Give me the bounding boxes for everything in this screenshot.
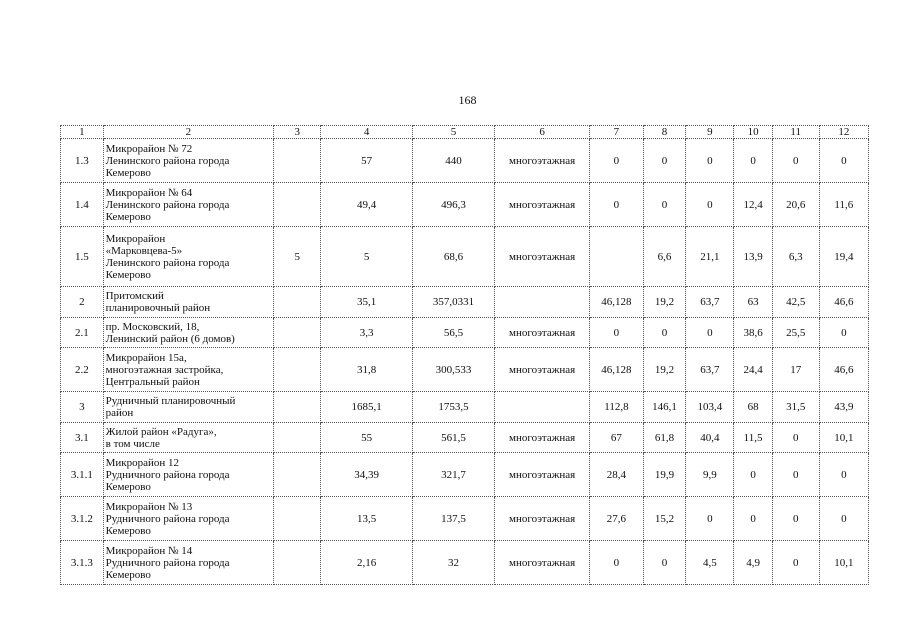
object-name-line: Микрорайон № 72 — [105, 142, 193, 155]
value-cell-c6: многоэтажная — [495, 139, 590, 183]
value-cell-c10: 63 — [734, 287, 772, 318]
object-name-line: Рудничного района города — [105, 468, 230, 481]
value-cell-c3 — [274, 348, 321, 392]
object-name-cell — [103, 453, 274, 497]
value-cell-c7: 0 — [590, 541, 644, 585]
column-header: 1 — [61, 126, 104, 139]
value-cell-c10: 11,5 — [734, 423, 772, 453]
row-number-cell: 1.5 — [61, 227, 104, 287]
value-cell-c5: 561,5 — [413, 423, 495, 453]
column-header: 6 — [495, 126, 590, 139]
value-cell-c9: 63,7 — [686, 348, 734, 392]
value-cell-c3 — [274, 541, 321, 585]
value-cell-c7: 27,6 — [590, 497, 644, 541]
row-number-cell: 3 — [61, 392, 104, 423]
row-number-cell: 2 — [61, 287, 104, 318]
object-name-cell — [103, 423, 274, 453]
value-cell-c11: 0 — [772, 423, 819, 453]
object-name-cell — [103, 139, 274, 183]
value-cell-c4: 35,1 — [321, 287, 413, 318]
value-cell-c12: 10,1 — [819, 541, 868, 585]
value-cell-c9: 21,1 — [686, 227, 734, 287]
object-name-cell — [103, 497, 274, 541]
row-number-cell: 2.1 — [61, 318, 104, 348]
row-number-cell: 3.1.3 — [61, 541, 104, 585]
value-cell-c11: 0 — [772, 497, 819, 541]
value-cell-c6: многоэтажная — [495, 318, 590, 348]
column-header: 3 — [274, 126, 321, 139]
value-cell-c6 — [495, 287, 590, 318]
column-header: 11 — [772, 126, 819, 139]
object-name-line: пр. Московский, 18, — [105, 320, 200, 333]
object-name-cell — [103, 541, 274, 585]
table-row — [61, 139, 869, 183]
value-cell-c10: 68 — [734, 392, 772, 423]
value-cell-c9: 0 — [686, 183, 734, 227]
value-cell-c7: 0 — [590, 183, 644, 227]
object-name-line: «Марковцева-5» — [105, 244, 183, 257]
table-row — [61, 497, 869, 541]
object-name-line: Кемерово — [105, 166, 151, 179]
object-name-line: Притомский — [105, 290, 164, 302]
value-cell-c4: 34,39 — [321, 453, 413, 497]
value-cell-c9: 63,7 — [686, 287, 734, 318]
object-name-line: Ленинский район (6 домов) — [105, 332, 235, 345]
value-cell-c3 — [274, 392, 321, 423]
value-cell-c6: многоэтажная — [495, 497, 590, 541]
value-cell-c7: 28,4 — [590, 453, 644, 497]
column-header: 12 — [819, 126, 868, 139]
column-header: 2 — [103, 126, 274, 139]
value-cell-c6: многоэтажная — [495, 227, 590, 287]
value-cell-c9: 0 — [686, 318, 734, 348]
value-cell-c11: 31,5 — [772, 392, 819, 423]
value-cell-c11: 6,3 — [772, 227, 819, 287]
value-cell-c5: 300,533 — [413, 348, 495, 392]
value-cell-c8: 0 — [643, 139, 686, 183]
value-cell-c4: 31,8 — [321, 348, 413, 392]
value-cell-c4: 2,16 — [321, 541, 413, 585]
object-name-line: Кемерово — [105, 480, 151, 493]
value-cell-c10: 12,4 — [734, 183, 772, 227]
row-number-cell: 2.2 — [61, 348, 104, 392]
value-cell-c7: 46,128 — [590, 287, 644, 318]
value-cell-c8: 19,9 — [643, 453, 686, 497]
value-cell-c8: 6,6 — [643, 227, 686, 287]
object-name-cell — [103, 348, 274, 392]
object-name-line: Микрорайон — [105, 232, 166, 245]
value-cell-c7: 112,8 — [590, 392, 644, 423]
value-cell-c3 — [274, 453, 321, 497]
table-row — [61, 541, 869, 585]
table-row — [61, 423, 869, 453]
value-cell-c10: 38,6 — [734, 318, 772, 348]
value-cell-c8: 0 — [643, 183, 686, 227]
value-cell-c9: 4,5 — [686, 541, 734, 585]
table-row — [61, 348, 869, 392]
object-name-line: Рудничный планировочный — [105, 395, 236, 407]
column-header: 10 — [734, 126, 772, 139]
value-cell-c6 — [495, 392, 590, 423]
object-name-cell — [103, 318, 274, 348]
value-cell-c12: 11,6 — [819, 183, 868, 227]
value-cell-c11: 20,6 — [772, 183, 819, 227]
value-cell-c4: 57 — [321, 139, 413, 183]
value-cell-c9: 0 — [686, 139, 734, 183]
table-row — [61, 453, 869, 497]
value-cell-c5: 357,0331 — [413, 287, 495, 318]
value-cell-c9: 40,4 — [686, 423, 734, 453]
value-cell-c12: 46,6 — [819, 348, 868, 392]
object-name-line: Рудничного района города — [105, 512, 230, 525]
value-cell-c7: 0 — [590, 318, 644, 348]
object-name-line: Рудничного района города — [105, 556, 230, 569]
value-cell-c10: 24,4 — [734, 348, 772, 392]
value-cell-c7 — [590, 227, 644, 287]
object-name-line: Ленинского района города — [105, 256, 230, 269]
object-name-line: многоэтажная застройка, — [105, 363, 224, 376]
object-name-cell — [103, 392, 274, 423]
object-name-line: Микрорайон 12 — [105, 456, 180, 469]
value-cell-c4: 49,4 — [321, 183, 413, 227]
object-name-line: Ленинского района города — [105, 154, 230, 167]
value-cell-c8: 61,8 — [643, 423, 686, 453]
object-name-line: район — [105, 407, 134, 419]
value-cell-c3 — [274, 318, 321, 348]
value-cell-c6: многоэтажная — [495, 423, 590, 453]
value-cell-c5: 56,5 — [413, 318, 495, 348]
value-cell-c10: 0 — [734, 453, 772, 497]
value-cell-c10: 13,9 — [734, 227, 772, 287]
value-cell-c12: 0 — [819, 139, 868, 183]
value-cell-c8: 15,2 — [643, 497, 686, 541]
object-name-line: Кемерово — [105, 210, 151, 223]
value-cell-c7: 67 — [590, 423, 644, 453]
object-name-line: Кемерово — [105, 568, 151, 581]
value-cell-c5: 32 — [413, 541, 495, 585]
value-cell-c7: 0 — [590, 139, 644, 183]
value-cell-c10: 4,9 — [734, 541, 772, 585]
data-table — [60, 125, 869, 585]
row-number-cell: 1.3 — [61, 139, 104, 183]
object-name-line: Микрорайон 15а, — [105, 351, 187, 364]
value-cell-c6: многоэтажная — [495, 541, 590, 585]
value-cell-c11: 17 — [772, 348, 819, 392]
value-cell-c6: многоэтажная — [495, 183, 590, 227]
value-cell-c12: 43,9 — [819, 392, 868, 423]
value-cell-c9: 0 — [686, 497, 734, 541]
column-header: 5 — [413, 126, 495, 139]
value-cell-c3 — [274, 139, 321, 183]
object-name-line: Центральный район — [105, 375, 200, 388]
value-cell-c8: 0 — [643, 318, 686, 348]
object-name-cell — [103, 227, 274, 287]
value-cell-c12: 0 — [819, 318, 868, 348]
value-cell-c3 — [274, 497, 321, 541]
value-cell-c11: 42,5 — [772, 287, 819, 318]
object-name-line: Кемерово — [105, 524, 151, 537]
value-cell-c8: 19,2 — [643, 287, 686, 318]
object-name-line: Микрорайон № 14 — [105, 544, 193, 557]
object-name-line: планировочный район — [105, 302, 211, 314]
page-number: 168 — [458, 93, 477, 107]
value-cell-c12: 46,6 — [819, 287, 868, 318]
value-cell-c5: 496,3 — [413, 183, 495, 227]
value-cell-c12: 0 — [819, 497, 868, 541]
value-cell-c5: 137,5 — [413, 497, 495, 541]
object-name-line: Жилой район «Радуга», — [105, 425, 217, 438]
object-name-line: Микрорайон № 13 — [105, 500, 193, 513]
column-header: 9 — [686, 126, 734, 139]
value-cell-c4: 3,3 — [321, 318, 413, 348]
row-number-cell: 3.1 — [61, 423, 104, 453]
value-cell-c3: 5 — [274, 227, 321, 287]
value-cell-c6: многоэтажная — [495, 348, 590, 392]
value-cell-c8: 146,1 — [643, 392, 686, 423]
value-cell-c7: 46,128 — [590, 348, 644, 392]
value-cell-c4: 1685,1 — [321, 392, 413, 423]
row-number-cell: 1.4 — [61, 183, 104, 227]
row-number-cell: 3.1.1 — [61, 453, 104, 497]
value-cell-c12: 19,4 — [819, 227, 868, 287]
value-cell-c9: 103,4 — [686, 392, 734, 423]
value-cell-c3 — [274, 423, 321, 453]
object-name-cell — [103, 183, 274, 227]
column-header: 7 — [590, 126, 644, 139]
object-name-line: Ленинского района города — [105, 198, 230, 211]
column-header: 4 — [321, 126, 413, 139]
row-number-cell: 3.1.2 — [61, 497, 104, 541]
value-cell-c6: многоэтажная — [495, 453, 590, 497]
value-cell-c4: 13,5 — [321, 497, 413, 541]
value-cell-c12: 0 — [819, 453, 868, 497]
object-name-line: Кемерово — [105, 268, 151, 281]
value-cell-c5: 321,7 — [413, 453, 495, 497]
table-row — [61, 318, 869, 348]
object-name-cell — [103, 287, 274, 318]
value-cell-c5: 1753,5 — [413, 392, 495, 423]
value-cell-c5: 68,6 — [413, 227, 495, 287]
table-row — [61, 392, 869, 423]
value-cell-c3 — [274, 183, 321, 227]
value-cell-c9: 9,9 — [686, 453, 734, 497]
value-cell-c4: 55 — [321, 423, 413, 453]
value-cell-c12: 10,1 — [819, 423, 868, 453]
value-cell-c8: 19,2 — [643, 348, 686, 392]
value-cell-c8: 0 — [643, 541, 686, 585]
value-cell-c11: 0 — [772, 541, 819, 585]
value-cell-c4: 5 — [321, 227, 413, 287]
value-cell-c11: 0 — [772, 453, 819, 497]
value-cell-c10: 0 — [734, 497, 772, 541]
object-name-line: Микрорайон № 64 — [105, 186, 193, 199]
table-row — [61, 287, 869, 318]
column-header: 8 — [643, 126, 686, 139]
value-cell-c3 — [274, 287, 321, 318]
value-cell-c5: 440 — [413, 139, 495, 183]
table-header-row — [61, 126, 869, 139]
object-name-line: в том числе — [105, 437, 160, 450]
value-cell-c10: 0 — [734, 139, 772, 183]
table-row — [61, 183, 869, 227]
value-cell-c11: 0 — [772, 139, 819, 183]
value-cell-c11: 25,5 — [772, 318, 819, 348]
table-row — [61, 227, 869, 287]
